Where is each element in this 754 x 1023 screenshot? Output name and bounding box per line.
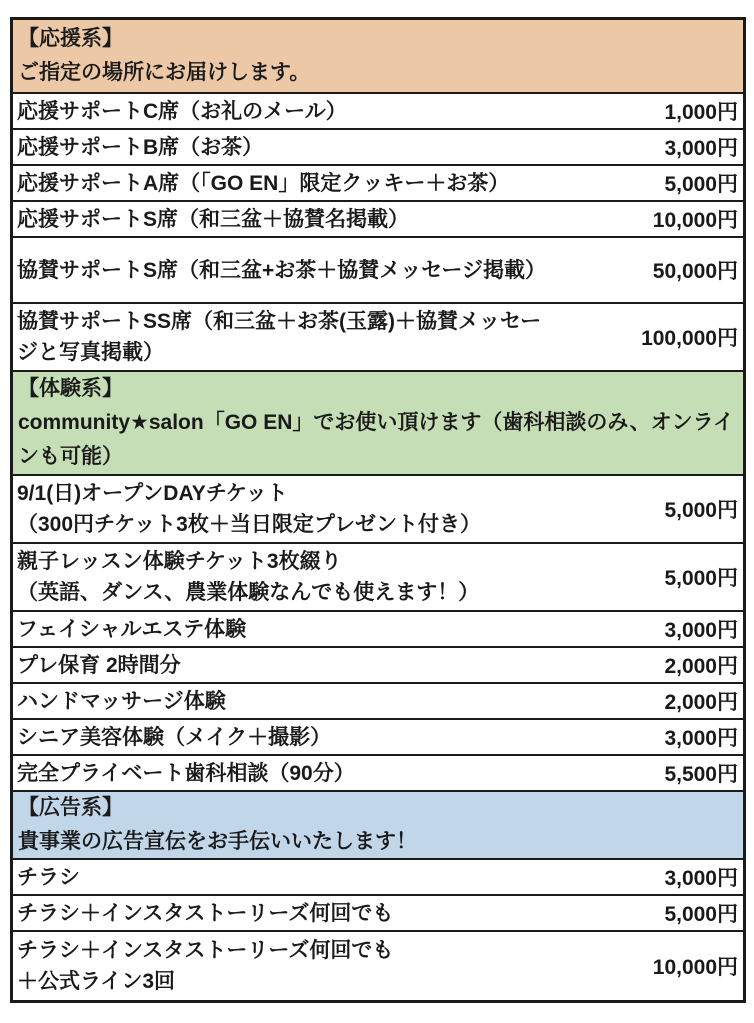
table-row — [13, 542, 743, 610]
table-row — [13, 894, 743, 930]
table-row — [13, 858, 743, 894]
table-row — [13, 164, 743, 200]
section-header-support — [13, 20, 743, 92]
price-table — [10, 17, 746, 1003]
section-subtitle: ご指定の場所にお届けします。 — [18, 61, 311, 84]
section-title: 【応援系】 — [18, 27, 123, 50]
section-subtitle: 貴事業の広告宣伝をお手伝いいたします！ — [18, 830, 417, 853]
item-label: 9/1(日)オープンDAYチケット （300円チケット3枚＋当日限定プレゼント付き） — [17, 482, 481, 536]
item-label: 完全プライベート歯科相談（90分） — [17, 761, 355, 785]
item-label: 親子レッスン体験チケット3枚綴り （英語、ダンス、農業体験なんでも使えます！） — [17, 550, 480, 604]
section-subtitle: community★salon「GO EN」でお使い頂けます（歯科相談のみ、オンラインも可能） — [18, 411, 734, 468]
table-row — [13, 718, 743, 754]
item-price: 5,000円 — [664, 499, 738, 522]
section-header-experience — [13, 370, 743, 474]
table-row — [13, 236, 743, 302]
table-row — [13, 302, 743, 370]
item-price: 3,000円 — [664, 137, 738, 160]
section-title: 【広告系】 — [18, 796, 123, 819]
section-header-ad — [13, 790, 743, 858]
table-row — [13, 646, 743, 682]
table-row — [13, 92, 743, 128]
item-label: 協賛サポートSS席（和三盆＋お茶(玉露)＋協賛メッセー ジと写真掲載） — [17, 310, 542, 364]
item-label: 応援サポートA席（「GO EN」限定クッキー＋お茶） — [17, 171, 510, 195]
item-label: 応援サポートB席（お茶） — [17, 135, 264, 159]
item-price: 5,000円 — [664, 903, 738, 926]
item-price: 1,000円 — [664, 101, 738, 124]
item-price: 5,000円 — [664, 173, 738, 196]
item-label: 応援サポートS席（和三盆＋協賛名掲載） — [17, 207, 410, 231]
item-label: チラシ — [17, 865, 80, 889]
item-price: 5,000円 — [664, 567, 738, 590]
item-price: 10,000円 — [652, 209, 738, 232]
table-row — [13, 930, 743, 1000]
item-label: フェイシャルエステ体験 — [17, 617, 247, 641]
item-price: 3,000円 — [664, 867, 738, 890]
item-label: 協賛サポートS席（和三盆+お茶＋協賛メッセージ掲載） — [17, 258, 547, 282]
item-label: チラシ＋インスタストーリーズ何回でも — [17, 901, 394, 925]
item-price: 3,000円 — [664, 727, 738, 750]
item-label: プレ保育 2時間分 — [17, 653, 181, 677]
item-price: 10,000円 — [652, 956, 738, 979]
item-label: 応援サポートC席（お礼のメール） — [17, 99, 347, 123]
item-price: 2,000円 — [664, 691, 738, 714]
table-row — [13, 682, 743, 718]
item-label: ハンドマッサージ体験 — [17, 689, 226, 713]
item-price: 5,500円 — [664, 763, 738, 786]
table-row — [13, 610, 743, 646]
table-row — [13, 754, 743, 790]
table-row — [13, 128, 743, 164]
table-row — [13, 200, 743, 236]
table-row — [13, 474, 743, 542]
item-price: 3,000円 — [664, 619, 738, 642]
item-price: 50,000円 — [652, 260, 738, 283]
item-label: チラシ＋インスタストーリーズ何回でも ＋公式ライン3回 — [17, 939, 394, 993]
item-price: 2,000円 — [664, 655, 738, 678]
item-price: 100,000円 — [641, 327, 738, 350]
section-title: 【体験系】 — [18, 377, 123, 400]
item-label: シニア美容体験（メイク＋撮影） — [17, 725, 332, 749]
